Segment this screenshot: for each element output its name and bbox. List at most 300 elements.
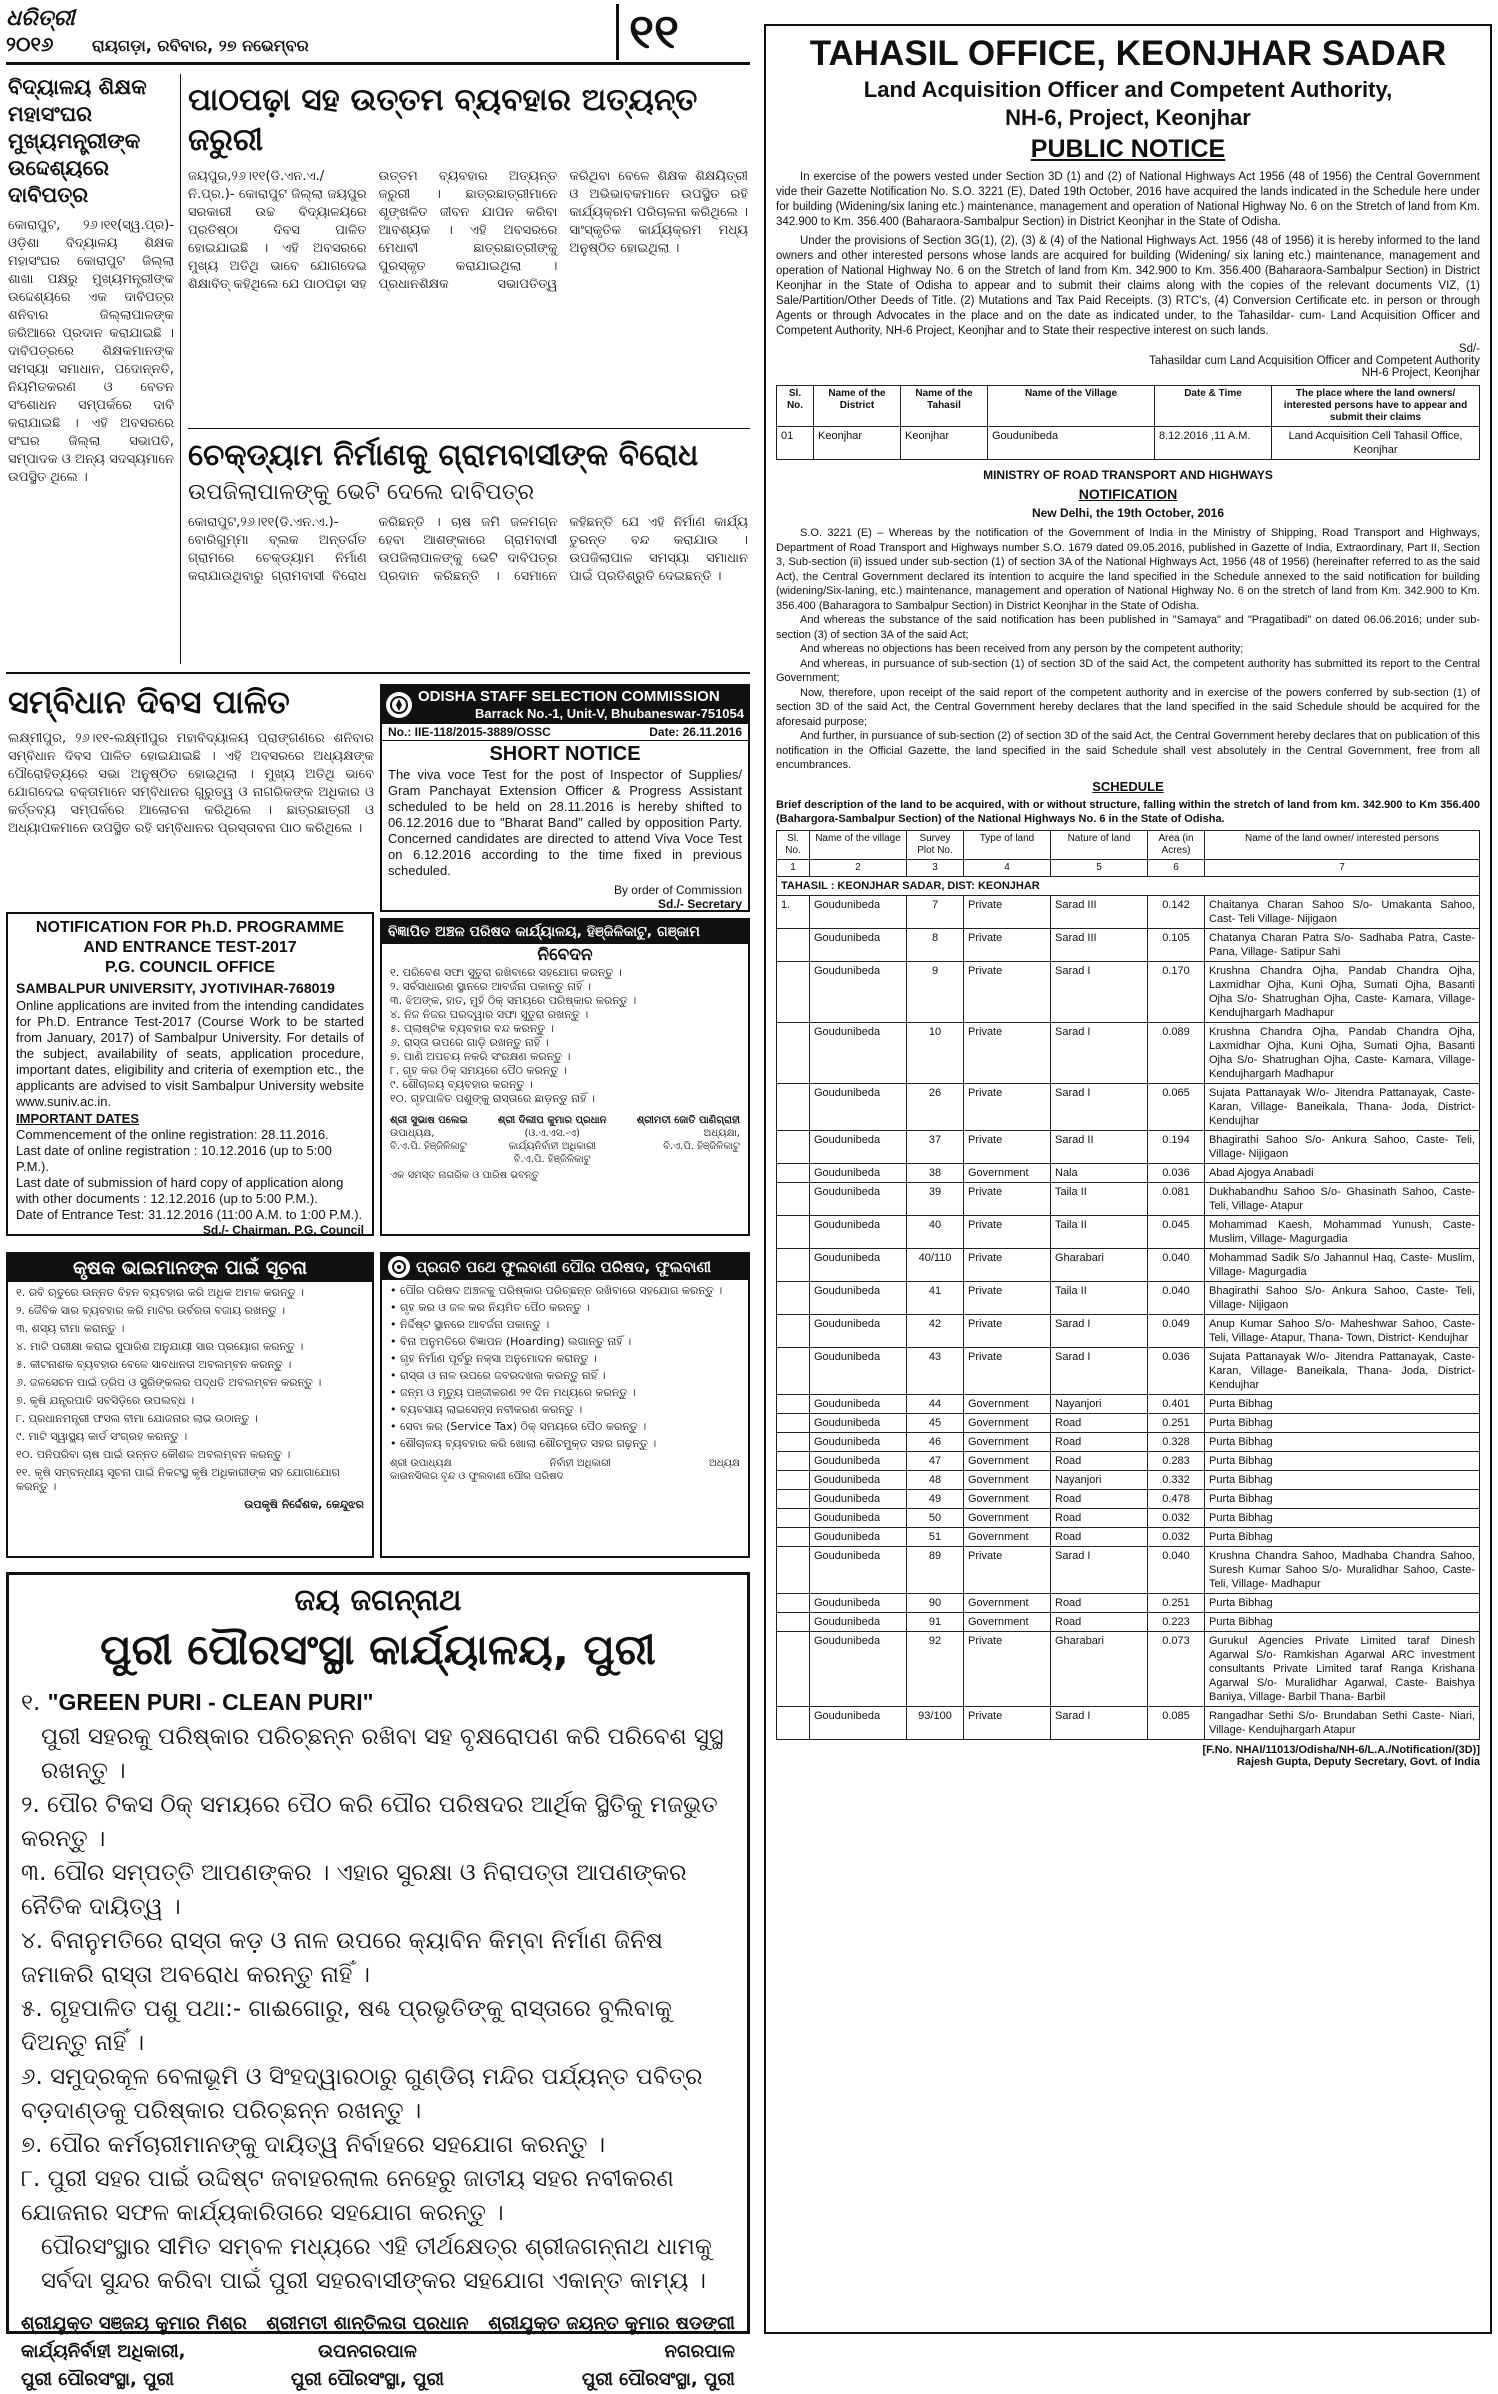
table-cell: Mohammad Sadik S/o Jahannul Haq, Caste- Muslim, Village- Magurgadia — [1205, 1248, 1480, 1281]
table-cell: 41 — [907, 1281, 964, 1314]
table-cell: 0.478 — [1148, 1489, 1205, 1508]
table-cell: Bhagirathi Sahoo S/o- Ankura Sahoo, Caste- Teli, Village- Nijigaon — [1205, 1281, 1480, 1314]
notification-para-1: S.O. 3221 (E) – Whereas by the notification of the Government of India in the Ministry of Shipping, Road Transport and Highways, Department of Road Transport and Highways number S.O. 1679 dated 09.05.2016, published in Gazette of India, Extraordinary, Part II, Section 3, Sub-section (ii) issued under sub-section (1) of section 3A of the National Highways Act, 1956 (48 of 1956) (hereinafter referred to as the said Act), the Central Government declared its intention to acquire the land specified in the Schedule annexed to the said notification for building (widening/Six-laning, etc.) maintenance, management and operation of National Highway No. 6 on the stretch of land from Km. 342.900 to Km. 356.400 (Baharagora to Sambalpur Section) in District Keonjhar in the State of Odisha. — [776, 527, 1480, 612]
list-item: • ଗୃହ କର ଓ ଜଳ କର ନିୟମିତ ପୈଠ କରନ୍ତୁ । — [390, 1301, 590, 1314]
signatory-role: ଅଧ୍ୟକ୍ଷା, — [703, 1128, 740, 1139]
table-row — [777, 928, 1480, 961]
list-item: ୬. ଜଳସେଚନ ପାଇଁ ଡ୍ରିପ ଓ ସ୍ପ୍ରିଙ୍କଲର ପଦ୍ଧତି ଅବଲମ୍ବନ କରନ୍ତୁ । — [16, 1376, 322, 1389]
table-cell: Gharabari — [1051, 1631, 1148, 1706]
table-cell: Goudunibeda — [810, 1546, 907, 1593]
table-cell: Sarad I — [1051, 961, 1148, 1022]
table-cell: Purta Bibhag — [1205, 1612, 1480, 1631]
masthead — [6, 6, 75, 56]
phd-title-4: SAMBALPUR UNIVERSITY, JYOTIVIHAR-768019 — [16, 980, 335, 996]
table-cell — [777, 1281, 810, 1314]
schedule-heading: SCHEDULE — [1092, 778, 1164, 794]
table-cell: Bhagirathi Sahoo S/o- Ankura Sahoo, Caste- Teli, Village- Nijigaon — [1205, 1130, 1480, 1163]
signatory-name: ଶ୍ରୀମତୀ ଶାନ୍ତିଲତା ପ୍ରଧାନ — [266, 2313, 469, 2334]
table-cell: Purta Bibhag — [1205, 1593, 1480, 1612]
table-cell: 0.142 — [1148, 895, 1205, 928]
table-cell: 89 — [907, 1546, 964, 1593]
puri-top: ଜୟ ଜଗନ୍ନାଥ — [294, 1583, 462, 1618]
table-cell: Private — [964, 1281, 1051, 1314]
table-row — [777, 427, 1480, 460]
table-cell: 01 — [777, 427, 814, 460]
table-header: Name of the village — [810, 830, 907, 859]
signatory-org: ବି.ଏ.ପି. ହିଞ୍ଜିଳିକାଟୁ — [390, 1141, 467, 1152]
list-item: ୬. ରାସ୍ତା ଉପରେ ଗାଡ଼ି ରଖନ୍ତୁ ନାହିଁ । — [390, 1036, 549, 1049]
table-cell: Road — [1051, 1413, 1148, 1432]
table-cell: Purta Bibhag — [1205, 1432, 1480, 1451]
table-cell: Sujata Pattanayak W/o- Jitendra Pattanayak, Caste- Karan, Village- Baneikala, Thana- Joda, District- Kendujhar — [1205, 1347, 1480, 1394]
table-cell: 0.036 — [1148, 1163, 1205, 1182]
phd-dates-heading: IMPORTANT DATES — [16, 1111, 140, 1126]
list-item: ୧. ପରିବେଶ ସଫା ସୁତୁରା ରଖିବାରେ ସହଯୋଗ କରନ୍ତୁ । — [390, 966, 622, 979]
table-cell: 47 — [907, 1451, 964, 1470]
farmer-notice-title: କୃଷକ ଭାଇମାନଙ୍କ ପାଇଁ ସୂଚନା — [8, 1254, 372, 1282]
table-cell: 49 — [907, 1489, 964, 1508]
table-cell: Goudunibeda — [810, 1248, 907, 1281]
puri-signatory-3 — [488, 2310, 735, 2394]
table-row — [777, 961, 1480, 1022]
table-cell — [777, 1527, 810, 1546]
table-cell: Government — [964, 1413, 1051, 1432]
tahasil-subtitle-2: NH-6, Project, Keonjhar — [1005, 105, 1251, 130]
table-cell — [777, 1432, 810, 1451]
table-row — [777, 1163, 1480, 1182]
tahasil-para-1: In exercise of the powers vested under Section 3D (1) and (2) of National Highways Act 1956 (48 of 1956) the Central Government vide their Gazette Notification No. S.O. 3221 (E), Dated 19th October, 2016 have acquired the lands indicated in the Schedule here under for building (Widening/six laning etc.) maintenance, management and operation of National Highway No. 6 on the Stretch of land from Km. 342.900 to Km. 356.400 (Baharaora-Sambalpur Section) in District Keonjhar in the State of Odisha. — [776, 171, 1480, 228]
table-row — [777, 1631, 1480, 1706]
table-cell — [777, 1314, 810, 1347]
ossc-ref-no: No.: IIE-118/2015-3889/OSSC — [388, 725, 551, 739]
table-cell: Government — [964, 1432, 1051, 1451]
table-cell: 10 — [907, 1022, 964, 1083]
signatory-name: ଶ୍ରୀ ସୁଭାଷ ପଲେଇ — [390, 1115, 468, 1126]
table-cell: Keonjhar — [901, 427, 988, 460]
table-cell: Goudunibeda — [810, 1281, 907, 1314]
table-cell: Sarad III — [1051, 928, 1148, 961]
table-row — [777, 1470, 1480, 1489]
table-cell: 50 — [907, 1508, 964, 1527]
table-cell: Sarad III — [1051, 895, 1148, 928]
table-cell: Taila II — [1051, 1182, 1148, 1215]
table-cell: Private — [964, 895, 1051, 928]
table-cell — [777, 1394, 810, 1413]
hearing-table — [776, 385, 1480, 460]
page-number: ୧୧ — [616, 4, 749, 60]
tahasil-para-2: Under the provisions of Section 3G(1), (2), (3) & (4) of the National Highways Act. 1956 (48 of 1956) it is hereby informed to the land owners and other interested persons whose lands are acquired for building (Widening/ six laning etc.) maintenance, management and operation of National Highway No. 6 on the Stretch of land from Km. 342.900 to Km. 356.400 (Baharaora-Sambalpur Section) in District Keonjhar in the State of Odisha to appear and to submit their claims along with the copies of the relevant documents VIZ, (1) Sale/Partition/Other Deeds of Title. (2) Mutations and Tax Paid Receipts. (3) RTC's, (4) Conversion Certificate etc. in person or through Agents or through Advocates in the place and on the date as indicated under, to the Tahasildar- cum- Land Acquisition Officer and Competent Authority, NH-6 Project, Keonjhar and to State their respective interest on such lands. — [776, 235, 1480, 337]
table-cell: Government — [964, 1612, 1051, 1631]
table-cell: 0.032 — [1148, 1527, 1205, 1546]
nac-notice — [380, 918, 750, 1236]
ossc-address: Barrack No.-1, Unit-V, Bhubaneswar-751054 — [474, 706, 744, 721]
table-cell: Purta Bibhag — [1205, 1508, 1480, 1527]
header-rule — [6, 62, 750, 65]
municipal-emblem-icon — [388, 1256, 410, 1278]
table-cell: Sarad I — [1051, 1546, 1148, 1593]
table-cell: Private — [964, 1083, 1051, 1130]
table-cell: 8 — [907, 928, 964, 961]
table-cell: Government — [964, 1527, 1051, 1546]
final-signature: Rajesh Gupta, Deputy Secretary, Govt. of India — [1236, 1755, 1480, 1768]
story-teachers-body: କୋରାପୁଟ, ୨୬।୧୧(ସ୍ୱ.ପ୍ର)- ଓଡ଼ିଶା ବିଦ୍ୟାଳୟ ଶିକ୍ଷକ ମହାସଂଘର କୋରାପୁଟ ଜିଲ୍ଲା ଶାଖା ପକ୍ଷରୁ ମୁଖ୍ୟମନ୍ତ୍ରୀଙ୍କ ଉଦ୍ଦେଶ୍ୟରେ ଏକ ଦାବିପତ୍ର ଶନିବାର ଜିଲ୍ଲାପାଳଙ୍କ ଜରିଆରେ ପ୍ରଦାନ କରାଯାଇଛି । ଦାବିପତ୍ରରେ ଶିକ୍ଷକମାନଙ୍କ ସମସ୍ୟା ସମାଧାନ, ପଦୋନ୍ନତି, ନିୟମିତକରଣ ଓ ବେତନ ସଂଶୋଧନ ସମ୍ପର୍କରେ ଦାବି କରାଯାଇଛି । ଏହି ଅବସରରେ ସଂଘର ଜିଲ୍ଲା ସଭାପତି, ସମ୍ପାଦକ ଓ ଅନ୍ୟ ସଦସ୍ୟମାନେ ଉପସ୍ଥିତ ଥିଲେ । — [8, 218, 174, 485]
list-item: ୮. ପ୍ରଧାନମନ୍ତ୍ରୀ ଫସଲ ବୀମା ଯୋଜନାର ଲାଭ ଉଠାନ୍ତୁ । — [16, 1412, 258, 1425]
table-row — [777, 1451, 1480, 1470]
table-cell — [777, 1593, 810, 1612]
list-item: ୯. ଶୌଚାଳୟ ବ୍ୟବହାର କରନ୍ତୁ । — [390, 1078, 533, 1091]
table-cell: 0.073 — [1148, 1631, 1205, 1706]
table-cell: Goudunibeda — [810, 928, 907, 961]
table-cell: Krushna Chandra Ojha, Pandab Chandra Ojha, Laxmidhar Ojha, Kuni Ojha, Sumati Ojha, Basanti Ojha S/o- Shatrughan Ojha, Caste- Kamara, Village- Kendujhargarh Madhapur — [1205, 1022, 1480, 1083]
table-cell — [777, 1182, 810, 1215]
ossc-heading: SHORT NOTICE — [489, 743, 641, 765]
table-cell: 45 — [907, 1413, 964, 1432]
table-row — [777, 1489, 1480, 1508]
notification-date: New Delhi, the 19th October, 2016 — [1031, 506, 1225, 520]
story-constitution-headline: ସମ୍ବିଧାନ ଦିବସ ପାଳିତ — [8, 683, 290, 721]
story-divider — [188, 428, 750, 429]
list-item: • ଗୃହ ନିର୍ମାଣ ପୂର୍ବରୁ ନକ୍ସା ଅନୁମୋଦନ କରାନ୍ତୁ । — [390, 1352, 597, 1365]
table-cell: 0.332 — [1148, 1470, 1205, 1489]
tahasil-title: TAHASIL OFFICE, KEONJHAR SADAR — [809, 34, 1447, 73]
table-cell: 0.194 — [1148, 1130, 1205, 1163]
dateline: ରାୟଗଡ଼ା, ରବିବାର, ୨୭ ନଭେମ୍ବର — [92, 36, 309, 55]
table-cell: Goudunibeda — [810, 1413, 907, 1432]
story-teachers-headline: ବିଦ୍ୟାଳୟ ଶିକ୍ଷକ ମହାସଂଘର ମୁଖ୍ୟମନ୍ତ୍ରୀଙ୍କ ଉଦ୍ଦେଶ୍ୟରେ ଦାବିପତ୍ର — [8, 75, 147, 207]
table-cell: Sarad I — [1051, 1083, 1148, 1130]
table-section-row — [777, 876, 1480, 895]
notification-para-6: And further, in pursuance of sub-section (2) of section 3D of the said Act, the Central Government hereby declares that on publication of this notification in the Official Gazette, the land specified in the said Schedule shall vest absolutely in the Central Government, free from all encumbrances. — [776, 730, 1480, 771]
table-cell: Taila II — [1051, 1215, 1148, 1248]
phulbani-sig-1: ଶ୍ରୀ ଉପାଧ୍ୟକ୍ଷ — [390, 1458, 452, 1469]
table-cell: Private — [964, 1546, 1051, 1593]
table-cell — [777, 1083, 810, 1130]
table-cell: 0.170 — [1148, 961, 1205, 1022]
notification-heading: NOTIFICATION — [1078, 486, 1178, 502]
table-cell: Private — [964, 1022, 1051, 1083]
table-cell: Government — [964, 1593, 1051, 1612]
table-cell — [777, 1451, 810, 1470]
list-item: • ସେବା କର (Service Tax) ଠିକ୍ ସମୟରେ ପୈଠ କରନ୍ତୁ । — [390, 1420, 647, 1433]
table-cell: 7 — [907, 895, 964, 928]
table-cell: 38 — [907, 1163, 964, 1182]
story-divider — [6, 672, 750, 674]
table-cell — [777, 1508, 810, 1527]
phd-date-3: Last date of submission of hard copy of application along with other documents : 12.12.2016 (up to 5:00 P.M.). — [16, 1175, 344, 1206]
table-header-row — [777, 386, 1480, 427]
table-row — [777, 1347, 1480, 1394]
puri-item-1 — [21, 1685, 735, 1720]
table-cell: Goudunibeda — [810, 1432, 907, 1451]
ossc-notice — [380, 684, 750, 912]
signatory-org: ପୁରୀ ପୌରସଂସ୍ଥା, ପୁରୀ — [581, 2369, 735, 2390]
list-item: • ନିର୍ଦ୍ଦିଷ୍ଟ ସ୍ଥାନରେ ଆବର୍ଜନା ପକାନ୍ତୁ । — [390, 1318, 550, 1331]
table-cell: 0.089 — [1148, 1022, 1205, 1083]
phd-date-2: Last date of online registration : 10.12.2016 (up to 5:00 P.M.). — [16, 1143, 332, 1174]
table-cell: 48 — [907, 1470, 964, 1489]
list-item: ୭. କୃଷି ଯନ୍ତ୍ରପାତି ସବସିଡ଼ିରେ ଉପଲବ୍ଧ । — [16, 1394, 195, 1407]
table-header: The place where the land owners/ interested persons have to appear and submit their claims — [1272, 386, 1480, 427]
story-constitution — [8, 680, 374, 838]
signatory-role: ଉପନଗରପାଳ — [318, 2341, 417, 2362]
table-cell: Krushna Chandra Sahoo, Madhaba Chandra Sahoo, Suresh Kumar Sahoo S/o- Muralidhar Sahoo, Caste- Teli, Village- Madhapur — [1205, 1546, 1480, 1593]
farmer-notice — [6, 1252, 374, 1558]
schedule-description: Brief description of the land to be acquired, with or without structure, falling within the stretch of land from km. 342.900 to Km 356.400 (Bahargora-Sambalpur Section) of the National Highways No. 6 in the State of Odisha. — [776, 798, 1480, 825]
table-header: Area (in Acres) — [1148, 830, 1205, 859]
table-row — [777, 1706, 1480, 1739]
tahasil-subtitle-1: Land Acquisition Officer and Competent Authority, — [863, 77, 1393, 102]
table-cell: Goudunibeda — [810, 1612, 907, 1631]
story-education — [188, 80, 748, 294]
table-cell: 0.049 — [1148, 1314, 1205, 1347]
table-cell: Nayanjori — [1051, 1470, 1148, 1489]
puri-item-3: ୩. ପୌର ସମ୍ପତ୍ତି ଆପଣଙ୍କର । ଏହାର ସୁରକ୍ଷା ଓ ନିରାପତ୍ତା ଆପଣଙ୍କର ନୈତିକ ଦାୟିତ୍ୱ । — [21, 1860, 687, 1920]
table-cell — [777, 1546, 810, 1593]
table-cell: 0.040 — [1148, 1281, 1205, 1314]
signatory-role: କାର୍ଯ୍ୟନିର୍ବାହୀ ଅଧିକାରୀ, — [21, 2341, 186, 2362]
puri-item-6: ୬. ସମୁଦ୍ରକୂଳ ବେଳାଭୂମି ଓ ସିଂହଦ୍ୱାରଠାରୁ ଗୁଣ୍ଡିଚା ମନ୍ଦିର ପର୍ଯ୍ୟନ୍ତ ପବିତ୍ର ବଡ଼ଦାଣ୍ଡକୁ ପରିଷ୍କାର ପରିଚ୍ଛନ୍ନ ରଖନ୍ତୁ । — [21, 2064, 703, 2124]
table-row — [777, 1130, 1480, 1163]
table-cell — [777, 1163, 810, 1182]
table-cell: 40 — [907, 1215, 964, 1248]
table-cell: 0.065 — [1148, 1083, 1205, 1130]
tahasil-sd: Sd/- — [1458, 343, 1480, 355]
table-cell: 0.085 — [1148, 1706, 1205, 1739]
table-cell: Sarad I — [1051, 1347, 1148, 1394]
story-checkdam-body: କୋରାପୁଟ,୨୬।୧୧(ଡି.ଏନ.ଏ.)- ବୋରିଗୁମ୍ମା ବ୍ଲକ ଅନ୍ତର୍ଗତ ଗ୍ରାମରେ ଚେକ୍‌ଡ୍ୟାମ ନିର୍ମାଣ କରାଯାଉଥିବାରୁ ଗ୍ରାମବାସୀ ବିରୋଧ କରିଛନ୍ତି । ଚାଷ ଜମି ଜଳମଗ୍ନ ହେବା ଆଶଙ୍କାରେ ଗ୍ରାମବାସୀ ଉପଜିଲାପାଳଙ୍କୁ ଭେଟି ଦାବିପତ୍ର ପ୍ରଦାନ କରିଛନ୍ତି । ସେମାନେ କହିଛନ୍ତି ଯେ ଏହି ନିର୍ମାଣ କାର୍ଯ୍ୟ ତୁରନ୍ତ ବନ୍ଦ କରାଯାଉ । ଉପଜିଲାପାଳ ସମସ୍ୟା ସମାଧାନ ପାଇଁ ପ୍ରତିଶ୍ରୁତି ଦେଇଛନ୍ତି । — [188, 515, 748, 584]
table-header: 1 — [777, 859, 810, 876]
phd-sign: Sd./- Chairman, P.G. Council — [202, 1223, 364, 1237]
table-cell: 40/110 — [907, 1248, 964, 1281]
table-cell — [777, 1413, 810, 1432]
table-cell: 0.328 — [1148, 1432, 1205, 1451]
phd-title-3: P.G. COUNCIL OFFICE — [104, 959, 276, 976]
table-cell: 92 — [907, 1631, 964, 1706]
table-cell: Nayanjori — [1051, 1394, 1148, 1413]
table-cell — [777, 1489, 810, 1508]
table-cell: Goudunibeda — [810, 1163, 907, 1182]
phulbani-footer: କାଉନସିଲର ବୃନ୍ଦ ଓ ଫୁଲବାଣୀ ପୌର ପରିଷଦ — [390, 1471, 564, 1482]
table-cell: Goudunibeda — [810, 1182, 907, 1215]
table-row — [777, 1508, 1480, 1527]
table-cell: Gurukul Agencies Private Limited taraf Dinesh Agarwal S/o- Ramkishan Agarwal ARC investment consultants Private Limited taraf Ranga Krishana Agarwal S/o- Muralidhar Agarwal, Caste- Baishya Baniya, Village- Barbil Thana- Barbil — [1205, 1631, 1480, 1706]
puri-item-1-body: ପୁରୀ ସହରକୁ ପରିଷ୍କାର ପରିଚ୍ଛନ୍ନ ରଖିବା ସହ ବୃକ୍ଷରୋପଣ କରି ପରିବେଶ ସୁସ୍ଥ ରଖନ୍ତୁ । — [41, 1724, 724, 1784]
masthead-title: ଧରିତ୍ରୀ — [6, 6, 75, 31]
list-item: ୯. ମାଟି ସ୍ୱାସ୍ଥ୍ୟ କାର୍ଡ ସଂଗ୍ରହ କରନ୍ତୁ । — [16, 1430, 188, 1443]
table-cell: Purta Bibhag — [1205, 1470, 1480, 1489]
phulbani-title: ପ୍ରଗତି ପଥେ ଫୁଲବାଣୀ ପୌର ପରିଷଦ, ଫୁଲବାଣୀ — [416, 1258, 712, 1276]
table-cell: 0.045 — [1148, 1215, 1205, 1248]
table-row — [777, 1182, 1480, 1215]
table-cell: 37 — [907, 1130, 964, 1163]
phd-date-4: Date of Entrance Test: 31.12.2016 (11:00 A.M. to 1:00 P.M.). — [16, 1207, 363, 1222]
table-cell: 0.032 — [1148, 1508, 1205, 1527]
nac-signatory-1 — [390, 1114, 468, 1166]
table-cell: Goudunibeda — [988, 427, 1155, 460]
table-cell: Chatanya Charan Patra S/o- Sadhaba Patra, Caste- Pana, Village- Satipur Sahi — [1205, 928, 1480, 961]
list-item: ୧୦. ପନିପରିବା ଚାଷ ପାଇଁ ଉନ୍ନତ କୌଶଳ ଅବଲମ୍ବନ କରନ୍ତୁ । — [16, 1448, 291, 1461]
list-item: • ରାସ୍ତା ଓ ନାଳ ଉପରେ ଜବରଦଖଲ କରନ୍ତୁ ନାହିଁ । — [390, 1369, 606, 1382]
table-cell: Anup Kumar Sahoo S/o- Maheshwar Sahoo, Caste- Teli, Village- Atapur, Thana- Town, District- Kendujhar — [1205, 1314, 1480, 1347]
table-cell: Goudunibeda — [810, 1347, 907, 1394]
table-row — [777, 1593, 1480, 1612]
table-cell: Road — [1051, 1451, 1148, 1470]
list-item: ୧. ରବି ଋତୁରେ ଉନ୍ନତ ବିହନ ବ୍ୟବହାର କରି ଅଧିକ ଅମଳ କରନ୍ତୁ । — [16, 1286, 305, 1299]
table-cell: 90 — [907, 1593, 964, 1612]
phd-date-1: Commencement of the online registration: 28.11.2016. — [16, 1127, 329, 1142]
ossc-emblem-icon — [386, 692, 412, 718]
table-header: Name of the District — [814, 386, 901, 427]
table-row — [777, 1394, 1480, 1413]
table-cell: 0.081 — [1148, 1182, 1205, 1215]
list-item: ୫. କୀଟନାଶକ ବ୍ୟବହାର ବେଳେ ସାବଧାନତା ଅବଲମ୍ବନ କରନ୍ତୁ । — [16, 1358, 292, 1371]
table-header: Name of the Village — [988, 386, 1155, 427]
table-cell — [777, 1248, 810, 1281]
table-cell — [777, 961, 810, 1022]
nac-footer: ଏକ ସମସ୍ତ ନାଗରିକ ଓ ପାରିଷ ଭବନ୍ତୁ — [390, 1170, 539, 1181]
table-cell: Goudunibeda — [810, 1022, 907, 1083]
table-cell: Rangadhar Sethi S/o- Brundaban Sethi Caste- Niari, Village- Kendujhargarh Atapur — [1205, 1706, 1480, 1739]
table-cell: Purta Bibhag — [1205, 1394, 1480, 1413]
ossc-sign: Sd./- Secretary — [657, 897, 742, 911]
table-cell: Purta Bibhag — [1205, 1489, 1480, 1508]
table-cell: 0.105 — [1148, 928, 1205, 961]
table-cell — [777, 1130, 810, 1163]
table-cell: 1. — [777, 895, 810, 928]
masthead-year: ୨୦୧୬ — [6, 32, 54, 56]
table-cell: Road — [1051, 1593, 1148, 1612]
notification-para-4: And whereas, in pursuance of sub-section (1) of section 3D of the said Act, the competent authority has submitted its report to the Central Government; — [776, 657, 1480, 684]
nac-subtitle: ନିବେଦନ — [537, 945, 593, 965]
list-item: • ବ୍ୟବସାୟ ଲାଇସେନ୍ସ ନବୀକରଣ କରନ୍ତୁ । — [390, 1403, 583, 1416]
puri-signatory-2 — [266, 2310, 468, 2394]
notification-para-2: And whereas the substance of the said notification has been published in "Samaya" and "Pragatibadi" on dated 06.06.2016; under sub-section (3) of section 3A of the said Act; — [776, 614, 1480, 641]
story-checkdam-subhead: ଉପଜିଲାପାଳଙ୍କୁ ଭେଟି ଦେଲେ ଦାବିପତ୍ର — [188, 480, 535, 505]
signatory-org: ପୁରୀ ପୌରସଂସ୍ଥା, ପୁରୀ — [290, 2369, 445, 2390]
table-cell: Private — [964, 1130, 1051, 1163]
table-cell: Private — [964, 1706, 1051, 1739]
table-header: 2 — [810, 859, 907, 876]
table-header: 7 — [1205, 859, 1480, 876]
table-cell: 0.223 — [1148, 1612, 1205, 1631]
puri-item-1-num: ୧. — [21, 1690, 41, 1716]
ossc-title: ODISHA STAFF SELECTION COMMISSION — [418, 688, 720, 705]
table-row — [777, 1546, 1480, 1593]
notification-para-5: Now, therefore, upon receipt of the said report of the competent authority and in exercise of the powers conferred by sub-section (1) of section 3D of the said Act, the Central Government hereby declares that the land specified in the said Schedule should be acquired for the aforesaid purpose; — [776, 686, 1480, 728]
table-cell: Goudunibeda — [810, 1631, 907, 1706]
table-cell: Goudunibeda — [810, 895, 907, 928]
nac-signatory-3 — [637, 1114, 740, 1166]
table-cell: Road — [1051, 1527, 1148, 1546]
puri-item-1-head: "GREEN PURI - CLEAN PURI" — [47, 1689, 374, 1715]
table-cell: Road — [1051, 1612, 1148, 1631]
table-row — [777, 1527, 1480, 1546]
table-row — [777, 1022, 1480, 1083]
schedule-section: TAHASIL : KEONJHAR SADAR, DIST: KEONJHAR — [777, 876, 1480, 895]
table-row — [777, 1248, 1480, 1281]
nac-signatory-2 — [498, 1114, 607, 1166]
table-cell: Mohammad Kaesh, Mohammad Yunush, Caste- Muslim, Village- Magurgadia — [1205, 1215, 1480, 1248]
list-item: ୧୦. ଗୃହପାଳିତ ପଶୁଙ୍କୁ ରାସ୍ତାରେ ଛାଡ଼ନ୍ତୁ ନାହିଁ । — [390, 1092, 595, 1105]
table-cell — [777, 1706, 810, 1739]
table-cell: Goudunibeda — [810, 1706, 907, 1739]
schedule-table — [776, 830, 1480, 1740]
tahasil-public-notice: PUBLIC NOTICE — [1030, 135, 1226, 163]
list-item: ୨. ସର୍ବସାଧାରଣ ସ୍ଥାନରେ ଆବର୍ଜନା ପକାନ୍ତୁ ନାହିଁ । — [390, 980, 591, 993]
phulbani-sig-2: ନିର୍ବାହୀ ଅଧିକାରୀ — [549, 1458, 611, 1469]
table-cell — [777, 928, 810, 961]
table-header: Survey Plot No. — [907, 830, 964, 859]
table-cell: Road — [1051, 1432, 1148, 1451]
table-cell: 0.251 — [1148, 1593, 1205, 1612]
table-cell: Sarad II — [1051, 1130, 1148, 1163]
list-item: ୩. ଝିଅଙ୍କ, ହାତ, ମୁହଁ ଠିକ୍ ସମୟରେ ପରିଷ୍କାର କରନ୍ତୁ । — [390, 994, 637, 1007]
table-cell: 46 — [907, 1432, 964, 1451]
list-item: ୭. ପାଣି ଅପଚୟ ନକରି ସଂରକ୍ଷଣ କରନ୍ତୁ । — [390, 1050, 571, 1063]
table-cell: Goudunibeda — [810, 1527, 907, 1546]
table-cell: 0.040 — [1148, 1248, 1205, 1281]
table-cell: Government — [964, 1470, 1051, 1489]
table-cell — [777, 1022, 810, 1083]
table-cell: Taila II — [1051, 1281, 1148, 1314]
story-teachers — [8, 74, 174, 487]
tahasil-sig-1: Tahasildar cum Land Acquisition Officer and Competent Authority — [1149, 355, 1480, 367]
story-checkdam — [188, 436, 748, 586]
list-item: • ପୌର ପରିଷଦ ଅଞ୍ଚଳକୁ ପରିଷ୍କାର ପରିଚ୍ଛନ୍ନ ରଖିବାରେ ସହଯୋଗ କରନ୍ତୁ । — [390, 1284, 723, 1297]
story-education-body: ଜୟପୁର,୨୬।୧୧(ଡି.ଏନ.ଏ./ନି.ପ୍ର.)- କୋରାପୁଟ ଜିଲ୍ଲା ଜୟପୁର ସରକାରୀ ଉଚ୍ଚ ବିଦ୍ୟାଳୟରେ ପ୍ରତିଷ୍ଠା ଦିବସ ପାଳିତ ହୋଇଯାଇଛି । ଏହି ଅବସରରେ ମୁଖ୍ୟ ଅତିଥି ଭାବେ ଯୋଗଦେଇ ଶିକ୍ଷାବିତ୍ କହିଥିଲେ ଯେ ପାଠପଢ଼ା ସହ ଉତ୍ତମ ବ୍ୟବହାର ଅତ୍ୟନ୍ତ ଜରୁରୀ । ଛାତ୍ରଛାତ୍ରୀମାନେ ଶୃଙ୍ଖଳିତ ଜୀବନ ଯାପନ କରିବା ଆବଶ୍ୟକ । ଏହି ଅବସରରେ ମେଧାବୀ ଛାତ୍ରଛାତ୍ରୀଙ୍କୁ ପୁରସ୍କୃତ କରାଯାଇଥିଲା । ପ୍ରଧାନଶିକ୍ଷକ ସଭାପତିତ୍ୱ କରିଥିବା ବେଳେ ଶିକ୍ଷକ ଶିକ୍ଷୟିତ୍ରୀ ଓ ଅଭିଭାବକମାନେ ଉପସ୍ଥିତ ରହି କାର୍ଯ୍ୟକ୍ରମ ପରିଚାଳନା କରିଥିଲେ । ସାଂସ୍କୃତିକ କାର୍ଯ୍ୟକ୍ରମ ମଧ୍ୟ ଅନୁଷ୍ଠିତ ହୋଇଥିଲା । — [188, 169, 748, 292]
table-header: 5 — [1051, 859, 1148, 876]
table-cell: Sarad I — [1051, 1314, 1148, 1347]
table-cell: Government — [964, 1451, 1051, 1470]
table-cell: Private — [964, 1347, 1051, 1394]
table-row — [777, 1314, 1480, 1347]
table-row — [777, 1083, 1480, 1130]
nac-title: ବିଜ୍ଞାପିତ ଅଞ୍ଚଳ ପରିଷଦ କାର୍ଯ୍ୟାଳୟ, ହିଞ୍ଜିଳିକାଟୁ, ଗଞ୍ଜାମ — [382, 920, 748, 944]
table-row — [777, 1432, 1480, 1451]
table-cell: 8.12.2016 ,11 A.M. — [1155, 427, 1272, 460]
phulbani-notice — [380, 1252, 750, 1558]
table-cell: Nala — [1051, 1163, 1148, 1182]
table-cell: Private — [964, 928, 1051, 961]
table-header: Name of the Tahasil — [901, 386, 988, 427]
table-cell — [777, 1612, 810, 1631]
table-cell: Goudunibeda — [810, 1470, 907, 1489]
list-item: ୧୧. କୃଷି ସମ୍ବନ୍ଧୀୟ ସୂଚନା ପାଇଁ ନିକଟସ୍ଥ କୃଷି ଅଧିକାରୀଙ୍କ ସହ ଯୋଗାଯୋଗ କରନ୍ତୁ । — [16, 1466, 340, 1493]
tahasil-sig-2: NH-6 Project, Keonjhar — [1361, 367, 1480, 379]
table-cell: Sarad I — [1051, 1706, 1148, 1739]
table-cell: Private — [964, 1215, 1051, 1248]
puri-notice — [6, 1572, 750, 2390]
table-header-row — [777, 859, 1480, 876]
table-cell: Purta Bibhag — [1205, 1413, 1480, 1432]
signatory-role: (ଓ.ଏ.ଏସ.-ଏ) — [524, 1128, 580, 1139]
list-item: ୪. ମାଟି ପରୀକ୍ଷା କରାଇ ସୁପାରିଶ ଅନୁଯାୟୀ ସାର ପ୍ରୟୋଗ କରନ୍ତୁ । — [16, 1340, 304, 1353]
signatory-org: ବି.ଏ.ପି. ହିଞ୍ଜିଳିକାଟୁ — [663, 1141, 740, 1152]
phd-title-2: AND ENTRANCE TEST-2017 — [83, 939, 297, 956]
table-header: 4 — [964, 859, 1051, 876]
phd-body: Online applications are invited from the intending candidates for Ph.D. Entrance Test-2017 (Course Work to be started from January, 2017) of Sambalpur University. For details of the subject, availability of seats, application procedure, important dates, eligibility and criteria of exemption etc., the applicants are advised to visit Sambalpur University website www.suniv.ac.in. — [16, 998, 364, 1109]
story-constitution-body: ଲକ୍ଷ୍ମୀପୁର, ୨୬।୧୧-ଲକ୍ଷ୍ମୀପୁର ମହାବିଦ୍ୟାଳୟ ପ୍ରାଙ୍ଗଣରେ ଶନିବାର ସମ୍ବିଧାନ ଦିବସ ପାଳିତ ହୋଇଯାଇଛି । ଏହି ଅବସରରେ ଅଧ୍ୟକ୍ଷଙ୍କ ପୌରୋହିତ୍ୟରେ ସଭା ଅନୁଷ୍ଠିତ ହୋଇଥିଲା । ମୁଖ୍ୟ ଅତିଥି ଭାବେ ଯୋଗଦେଇ ବକ୍ତାମାନେ ସମ୍ବିଧାନର ଗୁରୁତ୍ୱ ଓ ନାଗରିକଙ୍କ ଅଧିକାର ଓ କର୍ତ୍ତବ୍ୟ ସମ୍ପର୍କରେ ଆଲୋଚନା କରିଥିଲେ । ଛାତ୍ରଛାତ୍ରୀ ଓ ଅଧ୍ୟାପକମାନେ ଉପସ୍ଥିତ ରହି ସମ୍ବିଧାନର ପ୍ରସ୍ତାବନା ପାଠ କରିଥିଲେ । — [8, 731, 374, 836]
table-cell: Sujata Pattanayak W/o- Jitendra Pattanayak, Caste- Karan, Village- Baneikala, Thana- Joda, District- Kendujhar — [1205, 1083, 1480, 1130]
table-header-row — [777, 830, 1480, 859]
table-cell: 42 — [907, 1314, 964, 1347]
table-header: Sl. No. — [777, 830, 810, 859]
table-cell: Dukhabandhu Sahoo S/o- Ghasinath Sahoo, Caste- Teli, Village- Atapur — [1205, 1182, 1480, 1215]
table-cell: 43 — [907, 1347, 964, 1394]
table-cell: Goudunibeda — [810, 1215, 907, 1248]
table-cell: Keonjhar — [814, 427, 901, 460]
signatory-name: ଶ୍ରୀଯୁକ୍ତ ସଞ୍ଜୟ କୁମାର ମିଶ୍ର — [21, 2313, 247, 2334]
